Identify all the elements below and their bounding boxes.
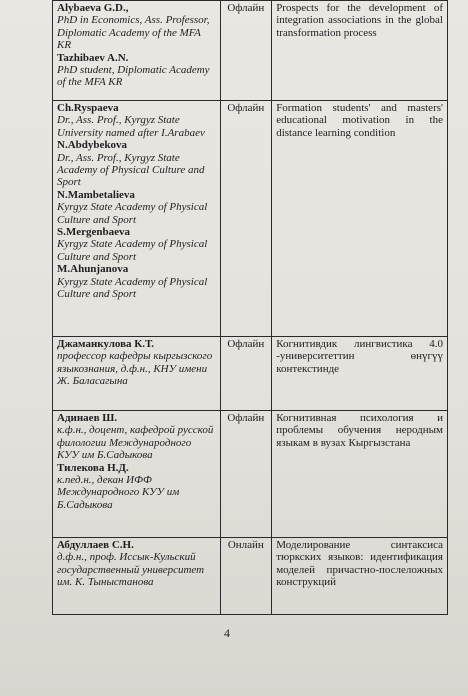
speaker-affiliation: Dr., Ass. Prof., Kyrgyz State Academy of Physical Culture and Sport <box>57 151 205 189</box>
speaker-name: Тилекова Н.Д. <box>57 461 129 474</box>
topic-cell: Когнитивная психология и проблемы обучения неродным языкам в вузах Кыргызстана <box>272 411 448 538</box>
speaker-name: M.Ahunjanova <box>57 263 129 276</box>
speaker-name: Ch.Ryspaeva <box>57 102 119 114</box>
speaker-entry <box>57 263 216 300</box>
speaker-affiliation: PhD in Economics, Ass. Professor, Diplomatic Academy of the MFA KR <box>57 14 210 52</box>
speaker-affiliation: Dr., Ass. Prof., Kyrgyz State University named after I.Arabaev <box>57 114 205 139</box>
topic-cell: Formation students' and masters' educational motivation in the distance learning condition <box>272 101 448 337</box>
format-cell: Офлайн <box>220 337 272 411</box>
speaker-entry <box>57 412 216 462</box>
speaker-entry <box>57 52 216 89</box>
format-cell: Онлайн <box>220 538 272 615</box>
speaker-affiliation: профессор кафедры кыргызского языкознания, д.ф.н., КНУ имени Ж. Баласагына <box>57 350 213 388</box>
table-row <box>53 101 448 337</box>
format-cell: Офлайн <box>220 101 272 337</box>
speaker-affiliation: PhD student, Diplomatic Academy of the MFA KR <box>57 64 210 89</box>
speaker-name: Alybaeva G.D., <box>57 2 129 14</box>
speaker-entry <box>57 139 216 189</box>
speaker-name: Абдуллаев С.Н. <box>57 539 134 551</box>
speaker-affiliation: Kyrgyz State Academy of Physical Culture and Sport <box>57 275 208 301</box>
speaker-entry <box>57 539 216 589</box>
speaker-entry <box>57 462 216 512</box>
speaker-name: Джаманкулова К.Т. <box>57 338 155 350</box>
speakers-cell <box>53 538 221 615</box>
format-cell: Офлайн <box>220 411 272 538</box>
topic-cell: Моделирование синтаксиса тюркских языков: идентификация моделей причастно-послеложных конструкций <box>272 538 448 615</box>
speaker-entry <box>57 226 216 263</box>
speakers-table <box>52 0 448 615</box>
speaker-affiliation: Kyrgyz State Academy of Physical Culture and Sport <box>57 201 208 226</box>
speaker-entry <box>57 2 216 52</box>
speaker-affiliation: д.ф.н., проф. Иссык-Кульский государственный университет им. К. Тыныстанова <box>57 551 205 589</box>
speaker-entry <box>57 338 216 388</box>
speaker-name: S.Mergenbaeva <box>57 226 131 239</box>
topic-cell: Когнитивдик лингвистика 4.0 -университеттин өнүгүү контекстинде <box>272 337 448 411</box>
speakers-cell <box>53 337 221 411</box>
speaker-affiliation: к.пед.н., декан ИФФ Международного КУУ им Б.Садыкова <box>57 474 180 511</box>
speaker-entry <box>57 102 216 139</box>
table-row <box>53 337 448 411</box>
speaker-name: Tazhibaev A.N. <box>57 51 129 64</box>
table-row <box>53 538 448 615</box>
speaker-name: Адинаев Ш. <box>57 412 118 424</box>
page-number: 4 <box>224 626 230 640</box>
speaker-name: N.Abdybekova <box>57 139 127 152</box>
speaker-affiliation: к.ф.н., доцент, кафедрой русской филологии Международного КУУ им Б.Садыкова <box>57 424 214 462</box>
speakers-cell <box>53 1 221 101</box>
speakers-cell <box>53 411 221 538</box>
speaker-affiliation: Kyrgyz State Academy of Physical Culture and Sport <box>57 238 208 263</box>
speakers-cell <box>53 101 221 337</box>
table-row <box>53 1 448 101</box>
topic-cell: Prospects for the development of integration associations in the global transformation process <box>272 1 448 101</box>
speaker-entry <box>57 189 216 226</box>
speaker-name: N.Mambetalieva <box>57 188 135 201</box>
table-row <box>53 411 448 538</box>
format-cell: Офлайн <box>220 1 272 101</box>
